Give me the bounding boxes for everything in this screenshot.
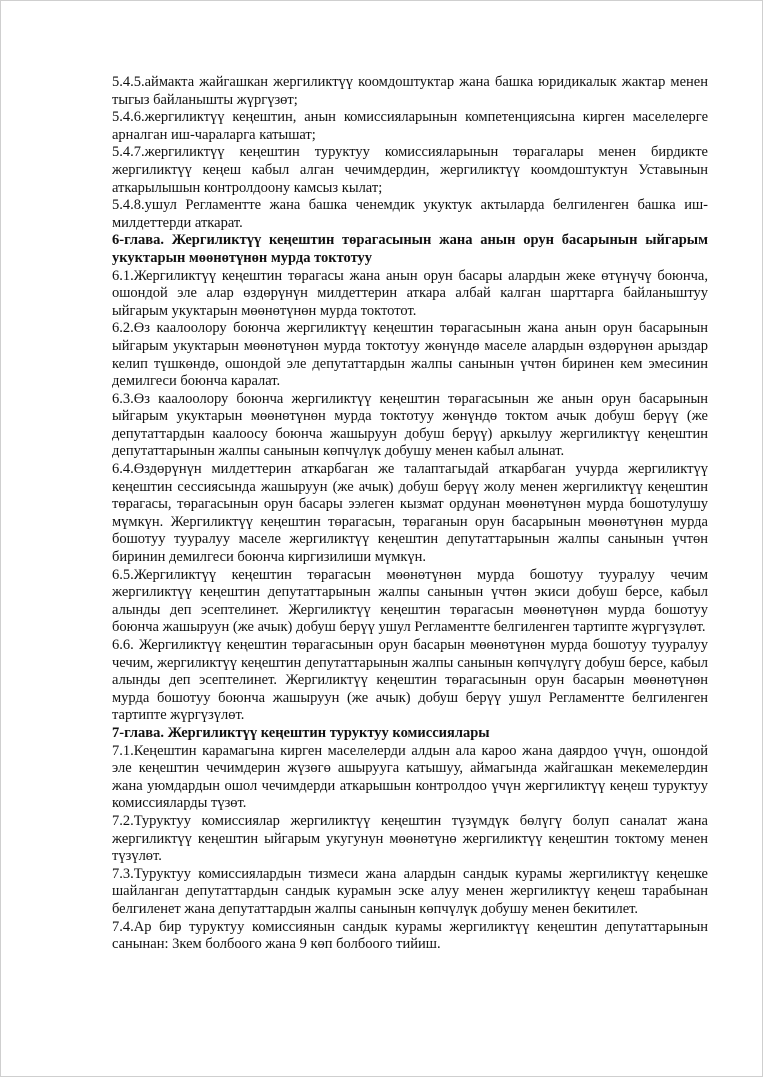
paragraph-6-4: 6.4.Өздөрүнүн милдеттерин аткарбаган же талаптагыдай аткарбаган учурда жергиликтүү кеңештин сессиясында жашыруун (же ачык) добуш берүү жолу менен жергиликтүү кеңештин төрагасы, төрагасынын орун басары ээлеген кызмат ордунан мөөнөтүнөн мурда бошотулушу мүмкүн. Жергиликтүү кеңештин төрагасын, төраганын орун басарынын мөөнөтүнөн мурда бошотуу тууралуу маселе жергиликтүү кеңештин депутаттарынын жалпы санынын үчтөн биринин демилгеси боюнча киргизилиши мүмкүн. [112,461,708,566]
paragraph-6-6: 6.6. Жергиликтүү кеңештин төрагасынын орун басарын мөөнөтүнөн мурда бошотуу тууралуу чечим, жергиликтүү кеңештин депутаттарынын жалпы санынын көпчүлүгү добуш берсе, кабыл алынды деп эсептелинет. Жергиликтүү кеңештин төрагасынын орун басарын мөөнөтүнөн мурда бошотуу боюнча жашыруун (же ачык) добуш берүү ушул Регламентте белгиленген тартипте жүргүзүлөт. [112,637,708,724]
paragraph-7-1: 7.1.Кеңештин карамагына кирген маселелерди алдын ала кароо жана даярдоо үчүн, ошондой эле кеңештин чечимдерин жүзөгө ашырууга катышуу, аймагында жайгашкан мекемелердин жана уюмдардын ошол чечимдерди аткарышын контролдоо үчүн жергиликтүү кеңеш туруктуу комиссияларды түзөт. [112,742,708,812]
paragraph-7-3: 7.3.Туруктуу комиссиялардын тизмеси жана алардын сандык курамы жергиликтүү кеңешке шайланган депутаттардын сандык курамын эске алуу менен жергиликтүү кеңеш тарабынан белгиленет жана депутаттардын жалпы санынын көпчүлүк добушу менен бекитилет. [112,865,708,917]
chapter-6-heading: 6-глава. Жергиликтүү кеңештин төрагасынын жана анын орун басарынын ыйгарым укуктарын мөөнөтүнөн мурда токтотуу [112,232,708,266]
paragraph-7-2: 7.2.Туруктуу комиссиялар жергиликтүү кеңештин түзүмдүк бөлүгү болуп саналат жана жергиликтүү кеңештин ыйгарым укугунун мөөнөтүнө жергиликтүү кеңештин токтому менен түзүлөт. [112,812,708,865]
paragraph-5-4-8: 5.4.8.ушул Регламентте жана башка ченемдик укуктук актыларда белгиленген башка иш-милдеттерди аткарат. [112,197,708,231]
paragraph-6-1: 6.1.Жергиликтүү кеңештин төрагасы жана анын орун басары алардын жеке өтүнүчү боюнча, ошондой эле алар өздөрүнүн милдеттерин аткара албай калган шарттарга байланыштуу ыйгарым укуктарын мөөнөтүнөн мурда токтотот. [112,267,708,319]
document-body [112,74,708,954]
paragraph-5-4-5: 5.4.5.аймакта жайгашкан жергиликтүү коомдоштуктар жана башка юридикалык жактар менен тыгыз байланышты жүргүзөт; [112,74,708,108]
paragraph-6-5: 6.5.Жергиликтүү кеңештин төрагасын мөөнөтүнөн мурда бошотуу тууралуу чечим жергиликтүү кеңештин депутаттарынын жалпы санынын үчтөн экиси добуш берсе, кабыл алынды деп эсептелинет. Жергиликтүү кеңештин төрагасын мөөнөтүнөн мурда бошотуу боюнча жашыруун (же ачык) добуш берүү ушул Регламентте белгиленген тартипте жүргүзүлөт. [112,566,708,636]
paragraph-6-3: 6.3.Өз каалоолору боюнча жергиликтүү кеңештин төрагасынын же анын орун басарынын ыйгарым укуктарын мөөнөтүнөн мурда токтотуу жөнүндө токтом ачык добуш берүү (же депутаттардын каалоосу боюнча жашыруун добуш берүү) аркылуу жергиликтүү кеңештин депутаттарынын жалпы санынын көпчүлүк добушу менен кабыл алынат. [112,390,708,460]
chapter-7-heading: 7-глава. Жергиликтүү кеңештин туруктуу комиссиялары [112,724,490,741]
paragraph-7-4: 7.4.Ар бир туруктуу комиссиянын сандык курамы жергиликтүү кеңештин депутаттарынын санынан: 3кем болбоого жана 9 көп болбоого тийиш. [112,918,708,953]
paragraph-5-4-7: 5.4.7.жергиликтүү кеңештин туруктуу комиссияларынын төрагалары менен бирдикте жергиликтүү кеңеш кабыл алган чечимдердин, жергиликтүү коомдоштуктун Уставынын аткарылышын контролдоону камсыз кылат; [112,144,708,196]
paragraph-5-4-6: 5.4.6.жергиликтүү кеңештин, анын комиссияларынын компетенциясына кирген маселелерге арналган иш-чараларга катышат; [112,109,708,143]
paragraph-6-2: 6.2.Өз каалоолору боюнча жергиликтүү кеңештин төрагасынын жана анын орун басарынын ыйгарым укуктарын мөөнөтүнөн мурда токтотуу жөнүндө маселе алардын өздөрүнөн арыздар келип түшкөндө, ошондой эле депутаттардын жалпы санынын үчтөн биринен кем эмесинин демилгеси боюнча каралат. [112,320,708,390]
